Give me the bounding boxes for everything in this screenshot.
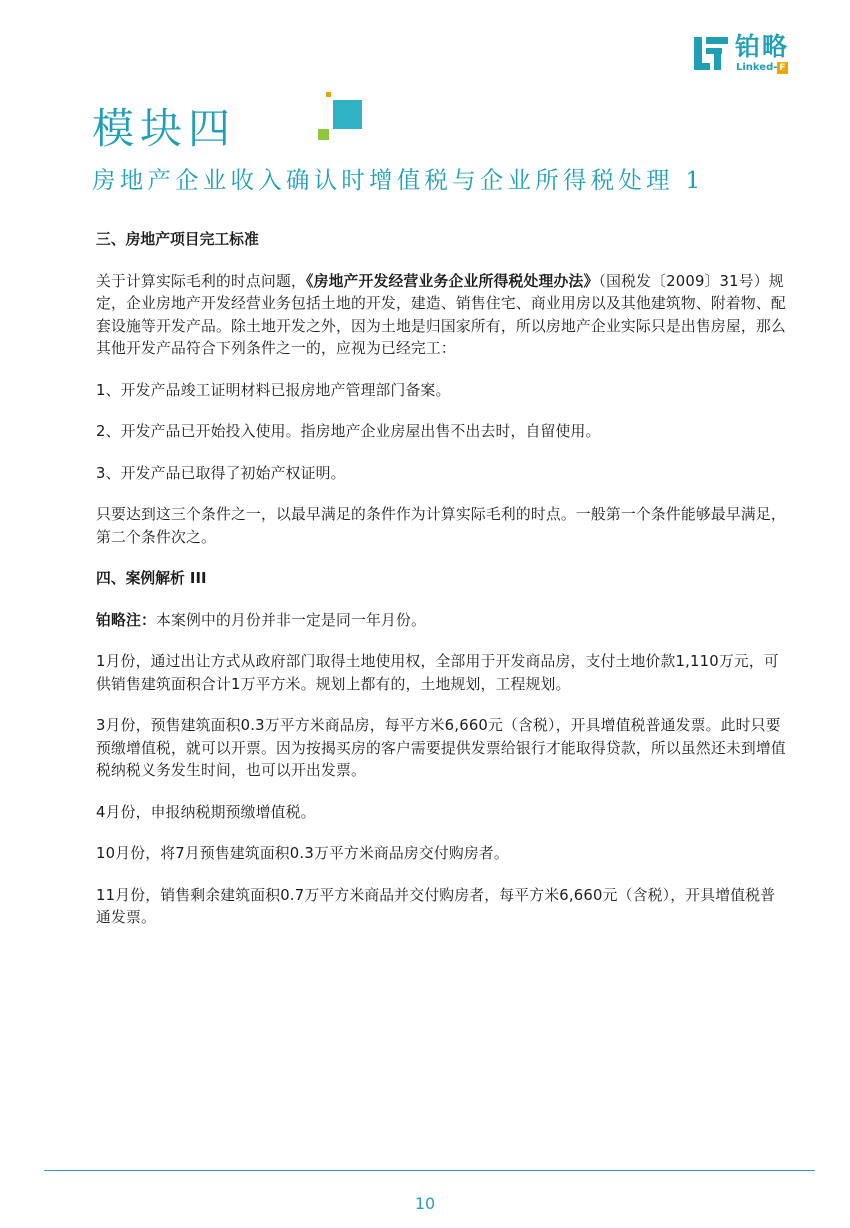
brand-logo xyxy=(692,32,812,74)
section-heading-completion-standard: 三、房地产项目完工标准 xyxy=(96,231,259,248)
condition-item-3: 3、开发产品已取得了初始产权证明。 xyxy=(96,464,346,482)
note-paragraph: 铂略注：本案例中的月份并非一定是同一年月份。 xyxy=(96,611,426,629)
case-paragraph-apr: 4月份，申报纳税期预缴增值税。 xyxy=(96,803,316,821)
note-label: 铂略注： xyxy=(96,611,156,629)
linked-f-logo-icon xyxy=(692,34,730,72)
document-body xyxy=(96,229,786,930)
deco-square-teal xyxy=(333,100,362,129)
section-heading-case-analysis: 四、案例解析 III xyxy=(96,570,207,587)
regulation-title: 《房地产开发经营业务企业所得税处理办法》 xyxy=(305,272,599,290)
case-paragraph-mar: 3月份，预售建筑面积0.3万平方米商品房，每平方米6,660元（含税），开具增值税普通发票。此时只要预缴增值税，就可以开票。因为按揭买房的客户需要提供发票给银行才能取得贷款，所以虽然还未到增值税纳税义务发生时间，也可以开出发票。 xyxy=(96,717,786,779)
deco-square-orange xyxy=(326,92,331,97)
case-paragraph-oct: 10月份，将7月预售建筑面积0.3万平方米商品房交付购房者。 xyxy=(96,845,509,862)
logo-english-text: Linked- F xyxy=(736,62,786,73)
conclusion-paragraph: 只要达到这三个条件之一，以最早满足的条件作为计算实际毛利的时点。一般第一个条件能够最早满足，第二个条件次之。 xyxy=(96,506,786,546)
logo-chinese-text: 铂略 xyxy=(735,32,790,61)
module-subtitle: 房地产企业收入确认时增值税与企业所得税处理 1 xyxy=(92,166,705,194)
deco-square-green xyxy=(318,129,329,140)
intro-paragraph: 关于计算实际毛利的时点问题，《房地产开发经营业务企业所得税处理办法》（国税发〔2009〕31号）规定，企业房地产开发经营业务包括土地的开发，建造、销售住宅、商业用房以及其他建筑物、附着物、配套设施等开发产品。除土地开发之外，因为土地是归国家所有，所以房地产企业实际只是出售房屋，那么其他开发产品符合下列条件之一的，应视为已经完工： xyxy=(96,272,786,357)
logo-f-badge: F xyxy=(779,63,786,73)
case-paragraph-jan: 1月份，通过出让方式从政府部门取得土地使用权，全部用于开发商品房，支付土地价款1,110万元，可供销售建筑面积合计1万平方米。规划上都有的，土地规划，工程规划。 xyxy=(96,653,779,693)
footer-divider xyxy=(44,1170,815,1171)
page-number: 10 xyxy=(414,1194,436,1213)
case-paragraph-nov: 11月份，销售剩余建筑面积0.7万平方米商品并交付购房者，每平方米6,660元（含税），开具增值税普通发票。 xyxy=(96,886,776,926)
module-title: 模块四 xyxy=(92,104,237,153)
condition-item-2: 2、开发产品已开始投入使用。指房地产企业房屋出售不出去时，自留使用。 xyxy=(96,423,601,440)
condition-item-1: 1、开发产品竣工证明材料已报房地产管理部门备案。 xyxy=(96,381,451,399)
